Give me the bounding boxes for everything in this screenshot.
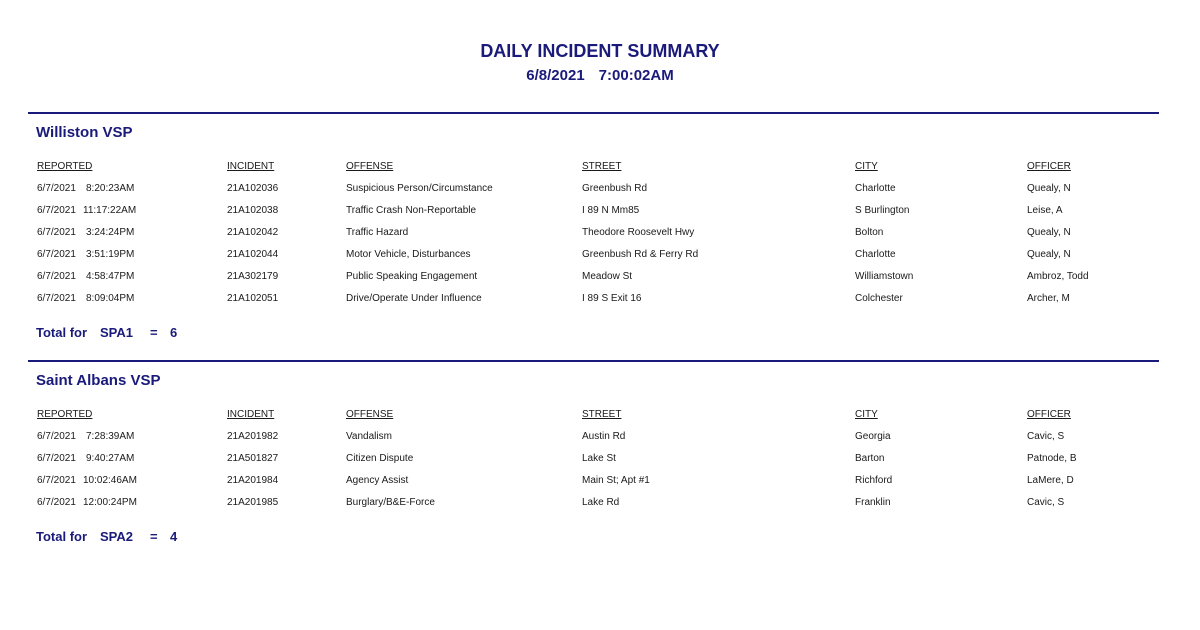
cell-offense: Vandalism: [346, 431, 392, 442]
cell-offense: Agency Assist: [346, 475, 409, 486]
cell-date: 6/7/2021: [37, 293, 76, 304]
cell-city: Richford: [855, 475, 893, 486]
cell-city: S Burlington: [855, 205, 910, 216]
cell-time: 11:17:22AM: [83, 205, 137, 216]
cell-offense: Burglary/B&E-Force: [346, 497, 435, 508]
cell-city: Franklin: [855, 497, 891, 508]
table-row: [0, 431, 1200, 449]
total-code: SPA2: [100, 529, 133, 544]
col-reported: REPORTED: [37, 161, 93, 172]
cell-incident: 21A201982: [227, 431, 279, 442]
table-row: [0, 227, 1200, 245]
cell-incident: 21A102042: [227, 227, 279, 238]
table-row: [0, 453, 1200, 471]
col-city: CITY: [855, 409, 878, 420]
report-datetime: [0, 67, 1200, 84]
table-row: [0, 205, 1200, 223]
cell-offense: Drive/Operate Under Influence: [346, 293, 482, 304]
cell-incident: 21A501827: [227, 453, 279, 464]
col-incident: INCIDENT: [227, 161, 275, 172]
cell-offense: Suspicious Person/Circumstance: [346, 183, 493, 194]
table-row: [0, 475, 1200, 493]
report-date: 6/8/2021: [526, 67, 585, 84]
cell-date: 6/7/2021: [37, 183, 76, 194]
cell-officer: Quealy, N: [1027, 249, 1071, 260]
table-row: [0, 271, 1200, 289]
section-total: [36, 529, 177, 544]
cell-officer: Archer, M: [1027, 293, 1070, 304]
cell-date: 6/7/2021: [37, 249, 76, 260]
col-offense: OFFENSE: [346, 409, 394, 420]
total-count: 6: [170, 325, 178, 340]
section-divider: [28, 360, 1159, 362]
table-row: [0, 497, 1200, 515]
cell-officer: Ambroz, Todd: [1027, 271, 1089, 282]
cell-date: 6/7/2021: [37, 431, 76, 442]
col-reported: REPORTED: [37, 409, 93, 420]
cell-city: Bolton: [855, 227, 884, 238]
cell-street: Greenbush Rd: [582, 183, 648, 194]
cell-time: 8:09:04PM: [86, 293, 135, 304]
cell-street: Austin Rd: [582, 431, 626, 442]
cell-street: Lake Rd: [582, 497, 620, 508]
col-street: STREET: [582, 161, 622, 172]
cell-offense: Citizen Dispute: [346, 453, 414, 464]
cell-street: Main St; Apt #1: [582, 475, 650, 486]
total-code: SPA1: [100, 325, 133, 340]
total-equals: =: [150, 325, 158, 340]
table-row: [0, 183, 1200, 201]
cell-officer: Quealy, N: [1027, 183, 1071, 194]
cell-date: 6/7/2021: [37, 453, 76, 464]
cell-date: 6/7/2021: [37, 497, 76, 508]
cell-offense: Motor Vehicle, Disturbances: [346, 249, 471, 260]
total-count: 4: [170, 529, 178, 544]
section-title: Saint Albans VSP: [36, 372, 161, 389]
report-time: 7:00:02AM: [598, 67, 674, 84]
cell-street: Lake St: [582, 453, 616, 464]
cell-street: Theodore Roosevelt Hwy: [582, 227, 695, 238]
table-row: [0, 249, 1200, 267]
cell-time: 9:40:27AM: [86, 453, 135, 464]
cell-time: 10:02:46AM: [83, 475, 137, 486]
cell-street: Meadow St: [582, 271, 633, 282]
cell-time: 7:28:39AM: [86, 431, 135, 442]
report-title: DAILY INCIDENT SUMMARY: [480, 41, 720, 61]
cell-street: I 89 N Mm85: [582, 205, 640, 216]
col-officer: OFFICER: [1027, 161, 1071, 172]
cell-date: 6/7/2021: [37, 227, 76, 238]
cell-city: Colchester: [855, 293, 903, 304]
cell-incident: 21A102036: [227, 183, 279, 194]
cell-officer: Cavic, S: [1027, 431, 1065, 442]
cell-city: Georgia: [855, 431, 891, 442]
cell-city: Charlotte: [855, 183, 896, 194]
cell-officer: Patnode, B: [1027, 453, 1077, 464]
cell-officer: Leise, A: [1027, 205, 1063, 216]
cell-officer: Quealy, N: [1027, 227, 1071, 238]
section-title: Williston VSP: [36, 124, 133, 141]
cell-incident: 21A102038: [227, 205, 279, 216]
cell-time: 8:20:23AM: [86, 183, 135, 194]
cell-offense: Traffic Hazard: [346, 227, 409, 238]
col-officer: OFFICER: [1027, 409, 1071, 420]
cell-officer: LaMere, D: [1027, 475, 1074, 486]
section-divider: [28, 112, 1159, 114]
cell-street: I 89 S Exit 16: [582, 293, 642, 304]
total-label: Total for: [36, 325, 88, 340]
total-label: Total for: [36, 529, 88, 544]
cell-date: 6/7/2021: [37, 271, 76, 282]
cell-time: 3:51:19PM: [86, 249, 135, 260]
col-city: CITY: [855, 161, 878, 172]
cell-date: 6/7/2021: [37, 475, 76, 486]
cell-offense: Traffic Crash Non-Reportable: [346, 205, 477, 216]
cell-time: 12:00:24PM: [83, 497, 137, 508]
cell-incident: 21A102044: [227, 249, 279, 260]
cell-street: Greenbush Rd & Ferry Rd: [582, 249, 699, 260]
cell-city: Charlotte: [855, 249, 896, 260]
cell-time: 3:24:24PM: [86, 227, 135, 238]
section-total: [36, 325, 177, 340]
cell-date: 6/7/2021: [37, 205, 76, 216]
cell-incident: 21A102051: [227, 293, 279, 304]
cell-officer: Cavic, S: [1027, 497, 1065, 508]
cell-city: Williamstown: [855, 271, 914, 282]
cell-incident: 21A201985: [227, 497, 279, 508]
cell-city: Barton: [855, 453, 885, 464]
cell-incident: 21A302179: [227, 271, 279, 282]
col-offense: OFFENSE: [346, 161, 394, 172]
cell-offense: Public Speaking Engagement: [346, 271, 478, 282]
table-row: [0, 293, 1200, 311]
col-street: STREET: [582, 409, 622, 420]
total-equals: =: [150, 529, 158, 544]
cell-time: 4:58:47PM: [86, 271, 135, 282]
col-incident: INCIDENT: [227, 409, 275, 420]
cell-incident: 21A201984: [227, 475, 279, 486]
